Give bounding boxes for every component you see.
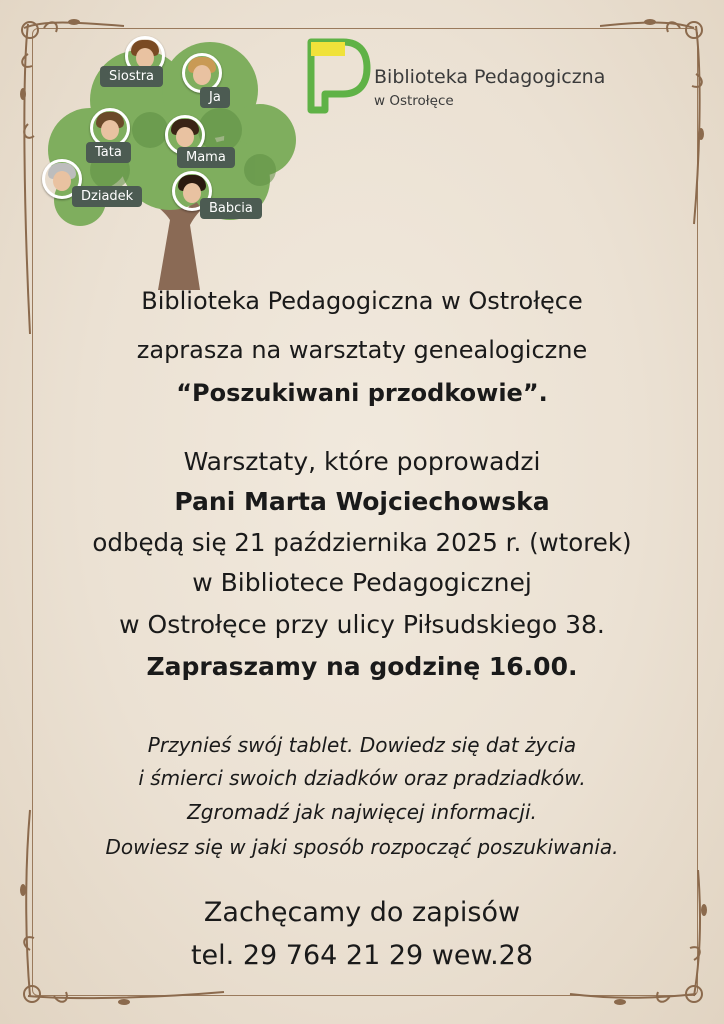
tips-line-2: i śmierci swoich dziadków oraz pradziadków. [138,766,586,790]
intro-line-1: Biblioteka Pedagogiczna w Ostrołęce [141,287,583,315]
logo-subtitle: w Ostrołęce [374,93,454,109]
details-time: Zapraszamy na godzinę 16.00. [146,652,578,681]
details-line-4: w Bibliotece Pedagogicznej [192,568,532,597]
tips-line-3: Zgromadź jak najwięcej informacji. [187,800,537,824]
instructor-name: Pani Marta Wojciechowska [174,487,550,516]
family-tree-illustration [20,20,310,290]
library-logo-icon [307,38,371,114]
corner-ornament-top-right [600,14,710,234]
tree-label-tata: Tata [86,142,131,163]
intro-line-2: zaprasza na warsztaty genealogiczne [136,336,588,364]
tree-label-babcia: Babcia [200,198,262,219]
tree-label-ja: Ja [200,87,230,108]
logo-title: Biblioteka Pedagogiczna [374,66,606,88]
details-date: odbędą się 21 października 2025 r. (wtorek) [92,528,632,557]
contact-phone: tel. 29 764 21 29 wew.28 [190,940,534,971]
tree-drawing [20,20,310,290]
tree-label-dziadek: Dziadek [72,186,142,207]
details-address: w Ostrołęce przy ulicy Piłsudskiego 38. [119,610,605,639]
tips-line-4: Dowiesz się w jaki sposób rozpocząć poszukiwania. [105,835,619,859]
contact-invite: Zachęcamy do zapisów [203,897,521,928]
tree-label-mama: Mama [177,147,235,168]
tree-label-siostra: Siostra [100,66,163,87]
details-line-1: Warsztaty, które poprowadzi [183,447,541,476]
workshop-title: “Poszukiwani przodkowie”. [176,379,548,407]
tips-line-1: Przynieś swój tablet. Dowiedz się dat życia [147,733,577,757]
